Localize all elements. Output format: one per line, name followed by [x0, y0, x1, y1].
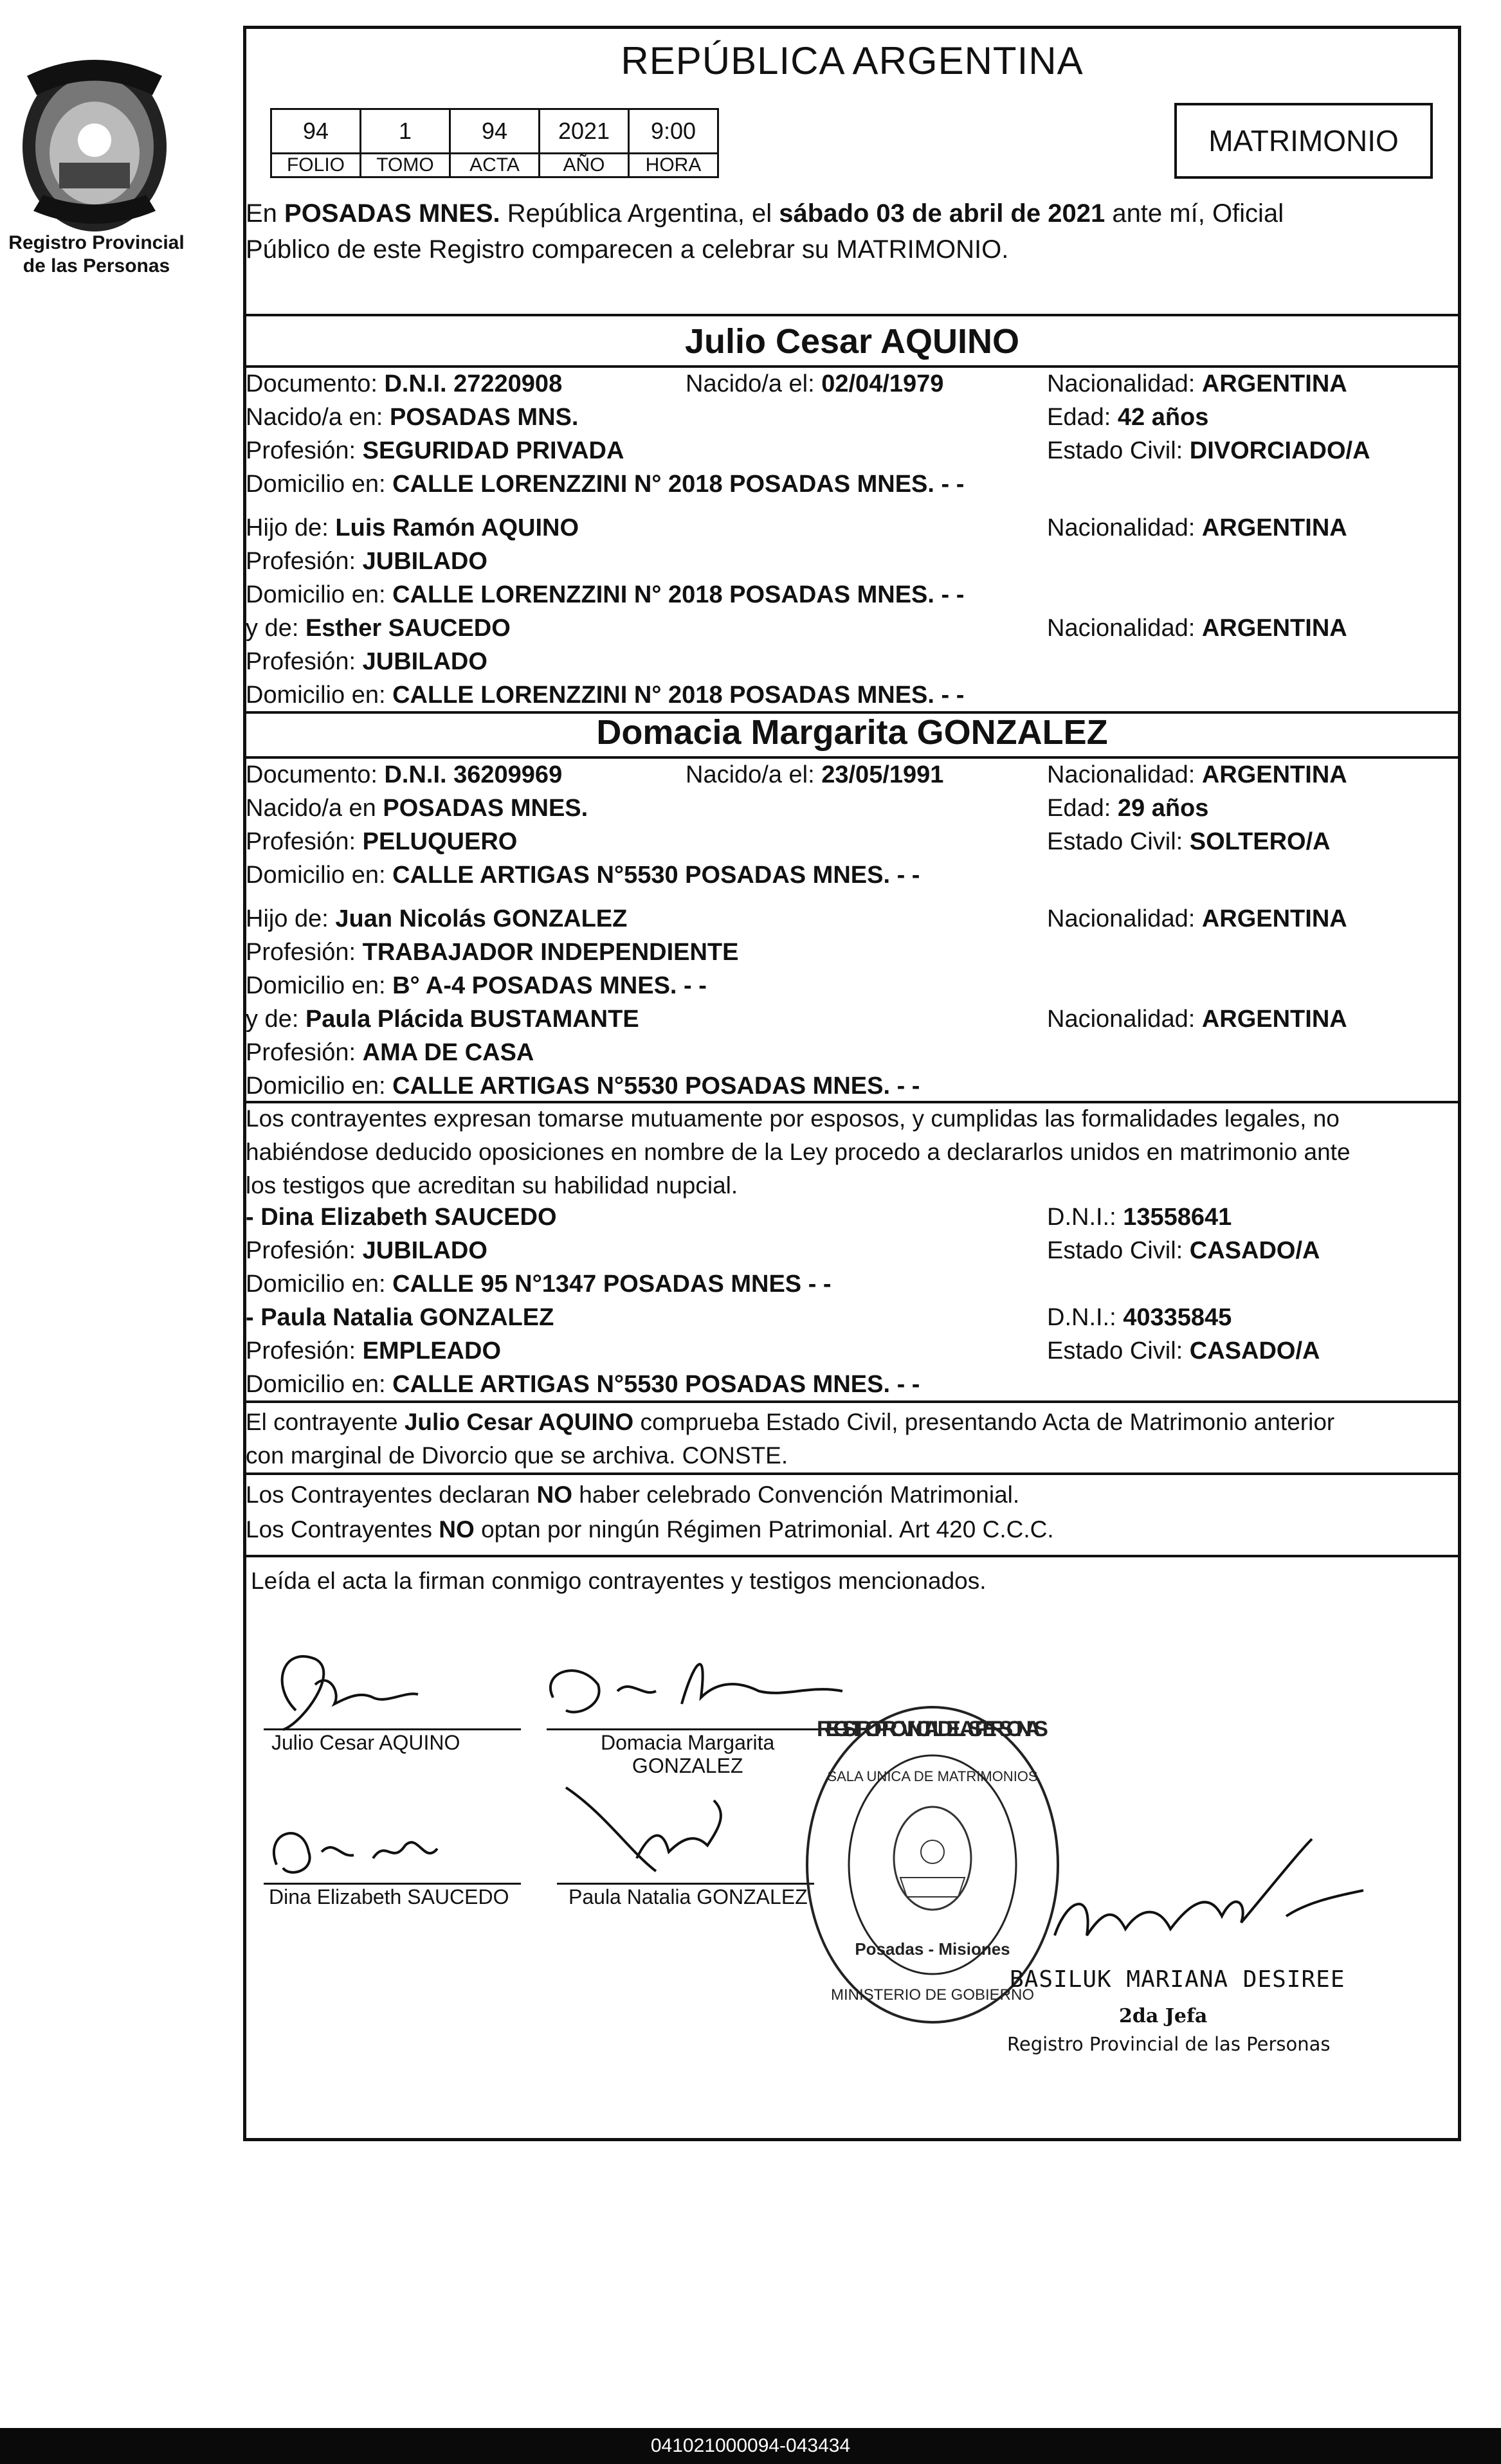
label: Documento: [246, 370, 378, 397]
bride-father-address [246, 970, 707, 1002]
groom-profession [246, 435, 624, 467]
witness1-name: - Dina Elizabeth SAUCEDO [246, 1204, 557, 1231]
groom-name-heading: Julio Cesar AQUINO [684, 322, 1020, 361]
label: Edad: [1047, 404, 1111, 431]
footer-barcode-strip [0, 2428, 1501, 2464]
groom-address [246, 468, 964, 500]
label: Profesión: [246, 828, 356, 855]
record-header-table [270, 108, 719, 178]
value: EMPLEADO [362, 1337, 502, 1364]
bride-civil-status-value: SOLTERO/A [1189, 828, 1331, 855]
bride-father-value: Juan Nicolás GONZALEZ [335, 905, 628, 932]
groom-profession-value: SEGURIDAD PRIVADA [362, 437, 624, 464]
bride-birthdate [686, 759, 943, 791]
groom-signature [257, 1633, 527, 1743]
divider [243, 1555, 1461, 1557]
value: JUBILADO [362, 648, 487, 675]
bride-father [246, 903, 627, 935]
acta-value: 94 [450, 109, 540, 154]
label: Estado Civil: [1047, 437, 1183, 464]
label: Nacionalidad: [1047, 514, 1196, 541]
witness2-signature-label: Paula Natalia GONZALEZ [569, 1885, 808, 1908]
convention-text: Los Contrayentes [246, 1516, 439, 1543]
label: Nacionalidad: [1047, 615, 1196, 642]
official-organization: Registro Provincial de las Personas [1007, 2033, 1331, 2055]
groom-mother-value: Esther SAUCEDO [305, 615, 511, 642]
label: Estado Civil: [1047, 1337, 1183, 1364]
label: Estado Civil: [1047, 1237, 1183, 1264]
bride-mother-value: Paula Plácida BUSTAMANTE [305, 1006, 639, 1033]
label: Nacido/a el: [686, 370, 815, 397]
bride-signature-label-line2: GONZALEZ [632, 1754, 743, 1777]
folio-label: FOLIO [271, 154, 361, 177]
bride-mother-nationality [1047, 1003, 1347, 1035]
declaration-line: los testigos que acreditan su habilidad nupcial. [246, 1172, 738, 1199]
label: Domicilio en: [246, 471, 386, 498]
logo-caption-line2: de las Personas [23, 255, 170, 276]
hora-label: HORA [629, 154, 718, 177]
groom-signature-label: Julio Cesar AQUINO [271, 1731, 460, 1754]
witness1-civil-status [1047, 1235, 1320, 1267]
value: ARGENTINA [1201, 514, 1347, 541]
witness1-profession [246, 1235, 487, 1267]
logo-caption [0, 231, 193, 278]
stamp-inner-text: SALA UNICA DE MATRIMONIOS [827, 1768, 1038, 1784]
convention-no: NO [536, 1481, 572, 1508]
label: Profesión: [246, 648, 356, 675]
label: Estado Civil: [1047, 828, 1183, 855]
label: Nacionalidad: [1047, 1006, 1196, 1033]
witness1-dni [1047, 1201, 1232, 1233]
groom-dni: D.N.I. 27220908 [384, 370, 563, 397]
label: Profesión: [246, 437, 356, 464]
bride-birthplace [246, 792, 588, 824]
groom-nationality-value: ARGENTINA [1201, 370, 1347, 397]
label: Profesión: [246, 1039, 356, 1066]
folio-value: 94 [271, 109, 361, 154]
label: Domicilio en: [246, 1271, 386, 1298]
witness1-signature-label: Dina Elizabeth SAUCEDO [269, 1885, 509, 1908]
convention-block [246, 1478, 1054, 1547]
bride-birthdate-value: 23/05/1991 [821, 761, 944, 788]
anio-label: AÑO [540, 154, 629, 177]
value: ARGENTINA [1201, 905, 1347, 932]
groom-nationality [1047, 368, 1347, 400]
groom-birthplace-value: POSADAS MNS. [389, 404, 579, 431]
label: Edad: [1047, 795, 1111, 822]
groom-mother-nationality [1047, 612, 1347, 644]
witness2-civil-status [1047, 1335, 1320, 1367]
groom-father [246, 512, 579, 544]
intro-date: sábado 03 de abril de 2021 [779, 199, 1105, 228]
logo-caption-line1: Registro Provincial [8, 232, 185, 253]
civil-status-note [246, 1406, 1334, 1472]
bride-father-nationality [1047, 903, 1347, 935]
declaration-paragraph [246, 1102, 1351, 1202]
anio-value: 2021 [540, 109, 629, 154]
declaration-line: habiéndose deducido oposiciones en nombre de la Ley procedo a declararlos unidos en matrimonio ante [246, 1139, 1351, 1165]
value: CALLE LORENZZINI N° 2018 POSADAS MNES. - - [392, 581, 965, 608]
value: JUBILADO [362, 548, 487, 575]
signature-line [264, 1728, 521, 1730]
stamp-ministry-text: MINISTERIO DE GOBIERNO [830, 1986, 1035, 2004]
value: TRABAJADOR INDEPENDIENTE [362, 939, 739, 966]
label: Domicilio en: [246, 862, 386, 889]
label: Nacionalidad: [1047, 905, 1196, 932]
convention-text: Los Contrayentes declaran [246, 1481, 537, 1508]
divider [243, 1472, 1461, 1475]
bride-age [1047, 792, 1208, 824]
label: Hijo de: [246, 905, 329, 932]
value: 40335845 [1123, 1304, 1232, 1331]
label: Profesión: [246, 548, 356, 575]
tomo-label: TOMO [361, 154, 450, 177]
bride-dni: D.N.I. 36209969 [384, 761, 563, 788]
groom-father-profession [246, 545, 487, 577]
groom-mother [246, 612, 511, 644]
official-role: 2da Jefa [1119, 2005, 1208, 2027]
bride-signature-label-line1: Domacia Margarita [601, 1731, 775, 1754]
bride-profession [246, 826, 517, 858]
label: Nacido/a en [246, 795, 376, 822]
document-title: REPÚBLICA ARGENTINA [621, 39, 1084, 82]
value: ARGENTINA [1201, 1006, 1347, 1033]
witness2-profession [246, 1335, 501, 1367]
document-type-box: MATRIMONIO [1174, 103, 1433, 179]
label: Domicilio en: [246, 1073, 386, 1100]
value: CASADO/A [1189, 1237, 1320, 1264]
note-text: El contrayente [246, 1409, 405, 1435]
groom-birthdate [686, 368, 943, 400]
witness2-address [246, 1368, 920, 1400]
value: CALLE ARTIGAS N°5530 POSADAS MNES. - - [392, 1371, 920, 1398]
note-name: Julio Cesar AQUINO [404, 1409, 634, 1435]
witness1-address [246, 1268, 832, 1300]
label: Domicilio en: [246, 1371, 386, 1398]
label: y de: [246, 615, 299, 642]
intro-text: En [246, 199, 285, 228]
label: Nacido/a en: [246, 404, 383, 431]
bride-signature-label [601, 1731, 774, 1777]
province-emblem-logo [14, 50, 175, 237]
acta-label: ACTA [450, 154, 540, 177]
convention-text: optan por ningún Régimen Patrimonial. Art 420 C.C.C. [474, 1516, 1054, 1543]
stamp-city-text: Posadas - Misiones [855, 1939, 1010, 1959]
groom-civil-status-value: DIVORCIADO/A [1189, 437, 1370, 464]
bride-mother-profession [246, 1037, 534, 1069]
closing-text: Leída el acta la firman conmigo contrayentes y testigos mencionados. [251, 1568, 987, 1594]
bride-mother [246, 1003, 639, 1035]
value: AMA DE CASA [362, 1039, 534, 1066]
label: D.N.I.: [1047, 1204, 1116, 1231]
signature-line [557, 1883, 814, 1885]
groom-age [1047, 401, 1208, 433]
intro-paragraph [246, 195, 1459, 267]
groom-address-value: CALLE LORENZZINI N° 2018 POSADAS MNES. - - [392, 471, 965, 498]
official-signature [1029, 1826, 1389, 1980]
divider [243, 314, 1461, 316]
note-line2: con marginal de Divorcio que se archiva. CONSTE. [246, 1442, 788, 1469]
groom-father-address [246, 579, 964, 611]
bride-mother-address [246, 1070, 920, 1102]
convention-no: NO [439, 1516, 475, 1543]
label: Nacionalidad: [1047, 761, 1196, 788]
bride-birthplace-value: POSADAS MNES. [383, 795, 588, 822]
stamp-outer-text: REGISTRO PROVINCIAL DE LAS PERSONAS [817, 1717, 1048, 1741]
groom-doc [246, 368, 562, 400]
note-text: comprueba Estado Civil, presentando Acta de Matrimonio anterior [633, 1409, 1335, 1435]
value: B° A-4 POSADAS MNES. - - [392, 972, 707, 999]
official-name: BASILUK MARIANA DESIREE [1010, 1966, 1345, 1993]
value: CALLE LORENZZINI N° 2018 POSADAS MNES. - - [392, 682, 965, 709]
bride-address [246, 859, 920, 891]
bride-civil-status [1047, 826, 1331, 858]
value: CASADO/A [1189, 1337, 1320, 1364]
bride-nationality [1047, 759, 1347, 791]
bride-profession-value: PELUQUERO [362, 828, 518, 855]
bride-nationality-value: ARGENTINA [1201, 761, 1347, 788]
signature-line [264, 1883, 521, 1885]
intro-text: República Argentina, el [500, 199, 779, 228]
divider [243, 1400, 1461, 1403]
label: Domicilio en: [246, 972, 386, 999]
label: Nacido/a el: [686, 761, 815, 788]
bride-father-profession [246, 936, 738, 968]
label: Profesión: [246, 1237, 356, 1264]
intro-line2: Público de este Registro comparecen a celebrar su MATRIMONIO. [246, 235, 1009, 264]
bride-name-heading: Domacia Margarita GONZALEZ [596, 713, 1108, 752]
label: Profesión: [246, 939, 356, 966]
groom-civil-status [1047, 435, 1370, 467]
groom-birthplace [246, 401, 578, 433]
footer-code: 041021000094-043434 [650, 2435, 851, 2456]
label: Documento: [246, 761, 378, 788]
intro-text: ante mí, Oficial [1105, 199, 1284, 228]
label: Domicilio en: [246, 682, 386, 709]
groom-mother-profession [246, 646, 487, 678]
value: CALLE ARTIGAS N°5530 POSADAS MNES. - - [392, 1073, 920, 1100]
label: D.N.I.: [1047, 1304, 1116, 1331]
declaration-line: Los contrayentes expresan tomarse mutuamente por esposos, y cumplidas las formalidades legales, no [246, 1105, 1340, 1132]
value: JUBILADO [362, 1237, 487, 1264]
value: 13558641 [1123, 1204, 1232, 1231]
groom-father-nationality [1047, 512, 1347, 544]
tomo-value: 1 [361, 109, 450, 154]
value: CALLE 95 N°1347 POSADAS MNES - - [392, 1271, 832, 1298]
hora-value: 9:00 [629, 109, 718, 154]
groom-birthdate-value: 02/04/1979 [821, 370, 944, 397]
convention-text: haber celebrado Convención Matrimonial. [572, 1481, 1020, 1508]
bride-doc [246, 759, 562, 791]
witness2-dni [1047, 1301, 1232, 1334]
groom-father-value: Luis Ramón AQUINO [335, 514, 579, 541]
label: Nacionalidad: [1047, 370, 1196, 397]
intro-place: POSADAS MNES. [284, 199, 500, 228]
bride-age-value: 29 años [1117, 795, 1209, 822]
label: Domicilio en: [246, 581, 386, 608]
witness1-signature [257, 1794, 502, 1890]
label: Hijo de: [246, 514, 329, 541]
witness2-signature [553, 1775, 785, 1890]
label: Profesión: [246, 1337, 356, 1364]
bride-address-value: CALLE ARTIGAS N°5530 POSADAS MNES. - - [392, 862, 920, 889]
witness2-name: - Paula Natalia GONZALEZ [246, 1304, 554, 1331]
groom-age-value: 42 años [1117, 404, 1209, 431]
groom-mother-address [246, 679, 964, 711]
value: ARGENTINA [1201, 615, 1347, 642]
label: y de: [246, 1006, 299, 1033]
